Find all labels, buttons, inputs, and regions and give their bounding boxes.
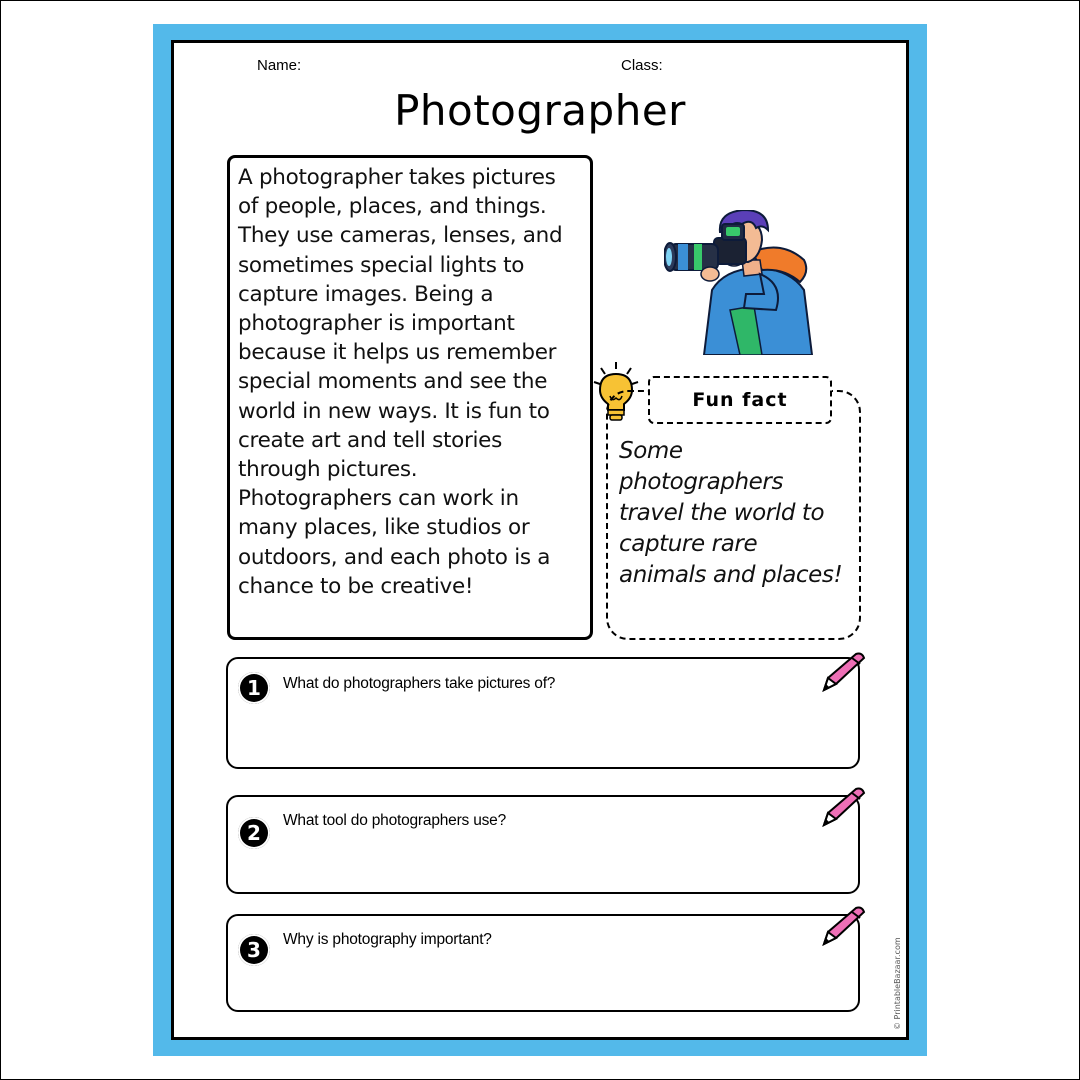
passage-line: because it helps us remember: [238, 340, 557, 366]
fun-fact-line: photographers: [619, 469, 784, 495]
fun-fact-text: [619, 436, 855, 591]
passage-line: photographer is important: [238, 311, 515, 337]
photographer-illustration: [664, 210, 816, 355]
passage-line: outdoors, and each photo is a: [238, 544, 551, 570]
passage-line: They use cameras, lenses, and: [238, 223, 563, 249]
fun-fact-line: travel the world to: [619, 500, 825, 526]
passage-line: A photographer takes pictures: [238, 165, 556, 190]
passage-line: many places, like studios or: [238, 515, 530, 541]
passage-line: Photographers can work in: [238, 486, 519, 512]
question-text-2: What tool do photographers use?: [283, 812, 507, 829]
pencil-icon: [818, 904, 868, 948]
name-label: Name:: [257, 57, 302, 74]
passage-line: world in new ways. It is fun to: [238, 398, 550, 424]
answer-box-3[interactable]: [226, 914, 860, 1012]
passage-line: chance to be creative!: [238, 573, 474, 599]
fun-fact-line: capture rare: [619, 531, 758, 557]
question-number-1: 1: [238, 672, 270, 704]
passage-line: capture images. Being a: [238, 281, 494, 307]
fun-fact-line: Some: [619, 438, 683, 464]
page-title: Photographer: [394, 86, 686, 135]
fun-fact-heading: Fun fact: [648, 376, 832, 424]
question-number-2: 2: [238, 817, 270, 849]
passage-line: special moments and see the: [238, 369, 548, 395]
question-number-3: 3: [238, 934, 270, 966]
answer-box-1[interactable]: [226, 657, 860, 769]
pencil-icon: [818, 650, 868, 694]
pencil-icon: [818, 785, 868, 829]
question-text-3: Why is photography important?: [283, 931, 492, 948]
class-label: Class:: [621, 57, 663, 74]
passage-line: sometimes special lights to: [238, 252, 525, 278]
reading-passage: [238, 163, 586, 601]
copyright-text: © PrintableBazaar.com: [893, 937, 902, 1030]
passage-line: through pictures.: [238, 457, 418, 483]
fun-fact-line: animals and places!: [619, 562, 843, 588]
passage-line: create art and tell stories: [238, 427, 503, 453]
question-text-1: What do photographers take pictures of?: [283, 675, 556, 692]
answer-box-2[interactable]: [226, 795, 860, 894]
passage-line: of people, places, and things.: [238, 194, 547, 220]
